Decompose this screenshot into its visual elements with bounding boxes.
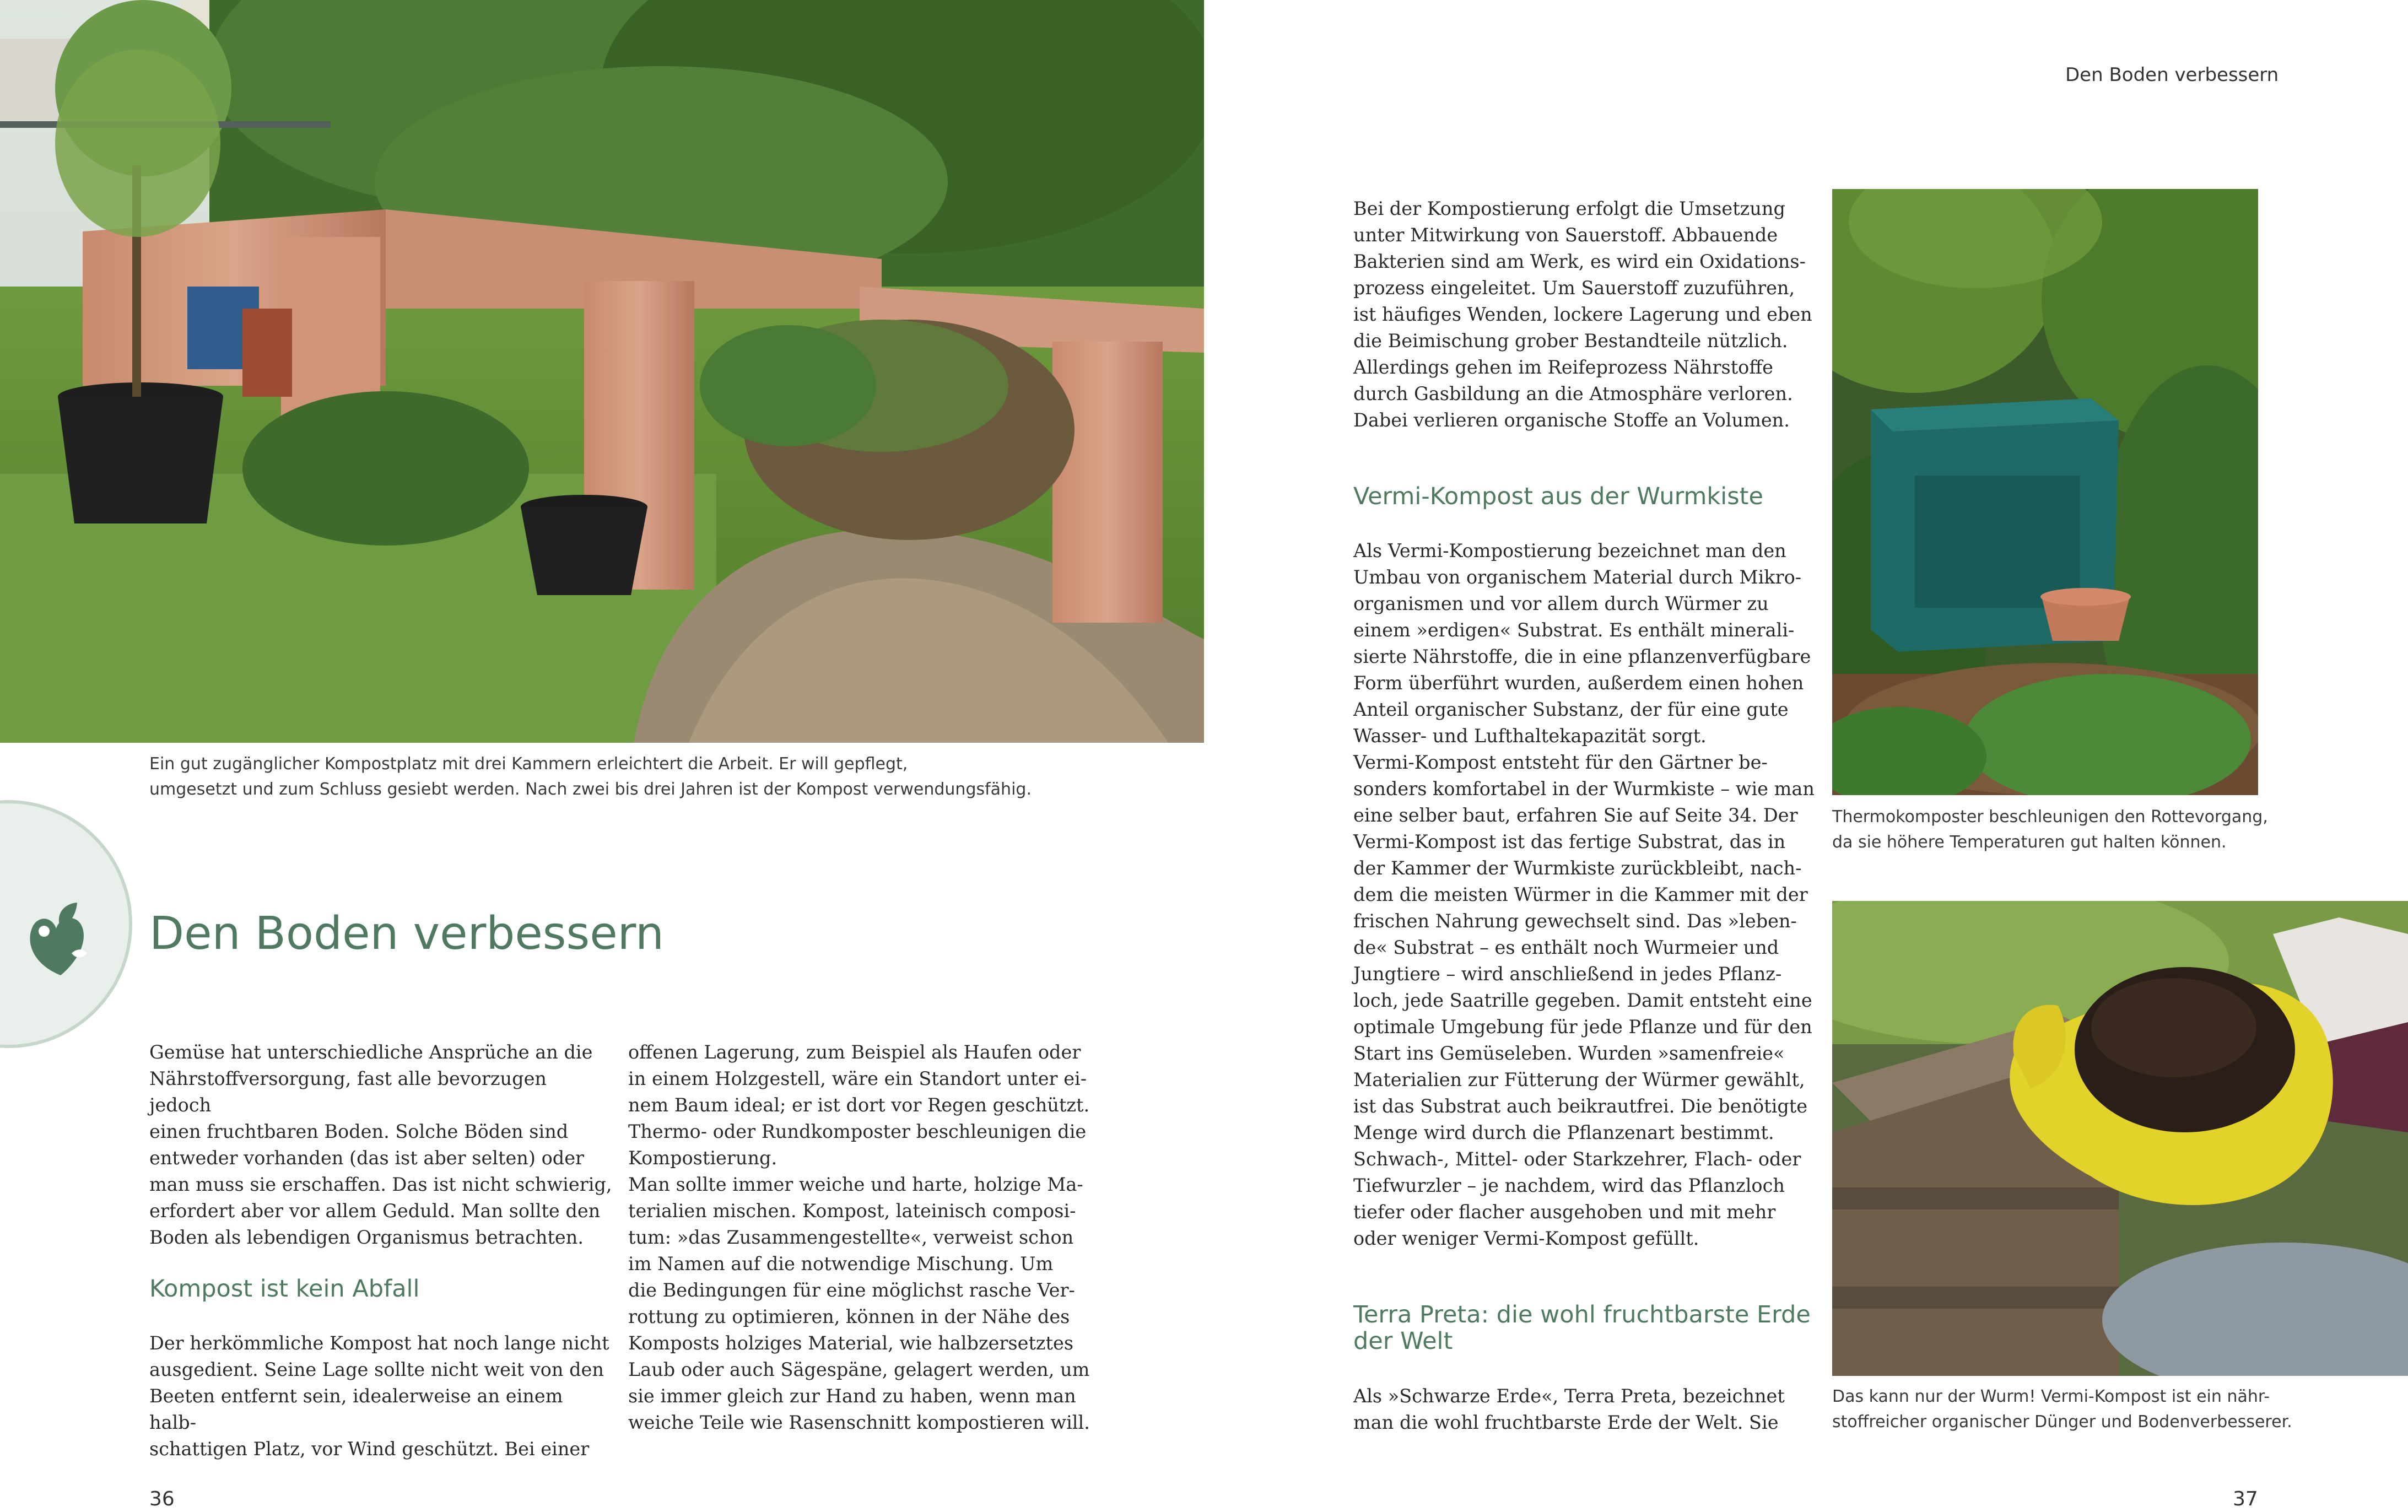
running-head: Den Boden verbessern <box>2065 64 2279 86</box>
page-title: Den Boden verbessern <box>149 908 664 960</box>
col3-paragraph-3: Als »Schwarze Erde«, Terra Preta, bezeichnet man die wohl fruchtbarste Erde der Welt. Sie <box>1353 1385 1785 1433</box>
col1-subhead: Kompost ist kein Abfall <box>149 1275 420 1303</box>
col3-paragraph-2: Als Vermi-Kompostierung bezeichnet man den Umbau von organischem Material durch Mikro- organismen und vor allem durch Würmer zu einem »erdigen« Substrat. Es enthält minerali- sierte Nährstoffe, die in eine pflanzenverfügbare Form überführt wurden, außerdem einen hohen Anteil organischer Substanz, der für eine gute Wasser- und Lufthaltekapazität sorgt. Vermi-Kompost entsteht für den Gärtner be- sonders komfortabel in der Wurmkiste – wie man eine selber baut, erfahren Sie auf Seite 34. Der Vermi-Kompost ist das fertige Substrat, das in der Kammer der Wurmkiste zurückbleibt, nach- dem die meisten Würmer in die Kammer mit der frischen Nahrung gewechselt sind. Das »leben- de« Substrat – es enthält noch Wurmeier und Jungtiere – wird anschließend in jedes Pflanz- loch, jede Saatrille gegeben. Damit entsteht eine optimale Umgebung für jede Pflanze und für den Start ins Gemüseleben. Wurden »samenfreie« Materialien zur Fütterung der Würmer gewählt, ist das Substrat auch beikrautfrei. Die benötigte Menge wird durch die Pflanzenart bestimmt. Schwach-, Mittel- oder Starkzehrer, Flach- oder Tiefwurzler – je nachdem, wird das Pflanzloch tiefer oder flacher ausgehoben und mit mehr oder weniger Vermi-Kompost gefüllt. <box>1353 540 1815 1249</box>
thermo-composter-photo <box>1832 189 2258 795</box>
col2-paragraph: offenen Lagerung, zum Beispiel als Haufen oder in einem Holzgestell, wäre ein Standort unter ei- nem Baum ideal; er ist dort vor Regen geschützt. Thermo- oder Rundkomposter beschleunigen die Kompostierung. Man sollte immer weiche und harte, holzige Ma- terialien mischen. Kompost, lateinisch composi- tum: »das Zusammengestellte«, verweist schon im Namen auf die notwendige Mischung. Um die Bedingungen für eine möglichst rasche Ver- rottung zu optimieren, können in der Nähe des Komposts holziges Material, wie halbzersetztes Laub oder auch Sägespäne, gelagert werden, um sie immer gleich zur Hand zu haben, wenn man weiche Teile wie Rasenschnitt kompostieren will. <box>628 1041 1090 1433</box>
worm-caption: Das kann nur der Wurm! Vermi-Kompost ist ein nähr- stoffreicher organischer Dünger und Bodenverbesserer. <box>1832 1387 2292 1432</box>
page-number-left: 36 <box>149 1488 175 1510</box>
leaf-sprout-icon <box>22 898 99 981</box>
col3-subhead-terra-preta: Terra Preta: die wohl fruchtbarste Erde der Welt <box>1353 1301 1811 1355</box>
col3-subhead-vermi: Vermi-Kompost aus der Wurmkiste <box>1353 483 1763 510</box>
compost-bins-photo <box>0 0 1204 743</box>
worm-compost-hands-illustration <box>1832 901 2408 1376</box>
col3-paragraph-1: Bei der Kompostierung erfolgt die Umsetzung unter Mitwirkung von Sauerstoff. Abbauende Bakterien sind am Werk, es wird ein Oxidations- prozess eingeleitet. Um Sauerstoff zuzuführen, ist häufiges Wenden, lockere Lagerung und eben die Beimischung grober Bestandteile nützlich. Allerdings gehen im Reifeprozess Nährstoffe durch Gasbildung an die Atmosphäre verloren. Dabei verlieren organische Stoffe an Volumen. <box>1353 198 1812 431</box>
thermo-composter-illustration <box>1832 189 2258 795</box>
col1-intro: Gemüse hat unterschiedliche Ansprüche an die Nährstoffversorgung, fast alle bevorzugen jedoch einen fruchtbaren Boden. Solche Böden sind entweder vorhanden (das ist aber selten) oder man muss sie erschaffen. Das ist nicht schwierig, erfordert aber vor allem Geduld. Man sollte den Boden als lebendigen Organismus betrachten. <box>149 1041 612 1248</box>
col1-paragraph: Der herkömmliche Kompost hat noch lange nicht ausgedient. Seine Lage sollte nicht weit von den Beeten entfernt sein, idealerweise an einem halb- schattigen Platz, vor Wind geschützt. Bei einer <box>149 1332 609 1460</box>
compost-bins-illustration <box>0 0 1204 743</box>
thermo-caption: Thermokomposter beschleunigen den Rottevorgang, da sie höhere Temperaturen gut halten können. <box>1832 807 2268 852</box>
worm-compost-hands-photo <box>1832 901 2408 1376</box>
page-number-right: 37 <box>2233 1488 2258 1510</box>
compost-place-caption: Ein gut zugänglicher Kompostplatz mit drei Kammern erleichtert die Arbeit. Er will gepflegt, umgesetzt und zum Schluss gesiebt werden. Nach zwei bis drei Jahren ist der Kompost verwendungsfähig. <box>149 754 1032 799</box>
